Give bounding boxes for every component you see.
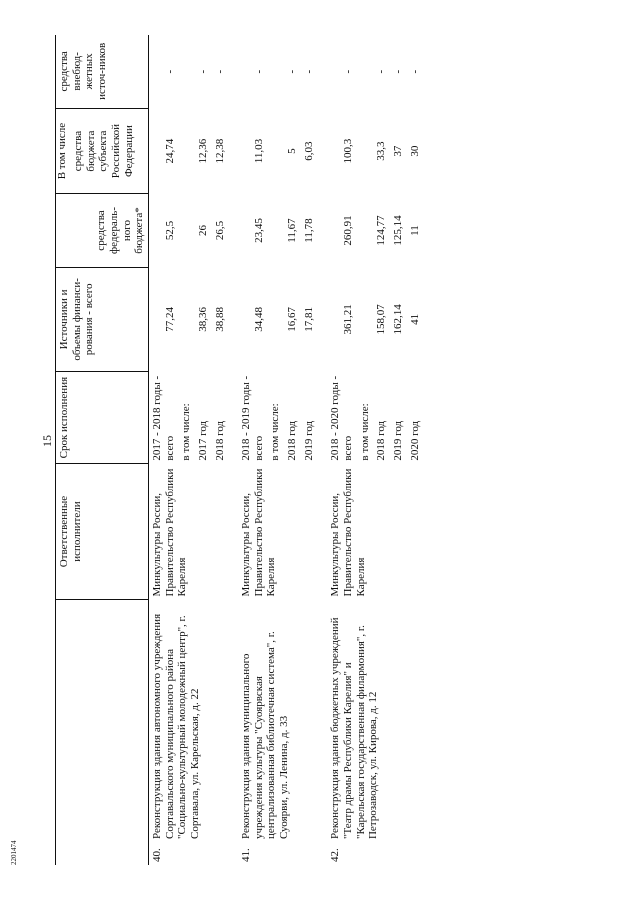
extra-value: - — [213, 69, 226, 74]
term: 2018 год — [286, 420, 299, 461]
total-value: 41 — [408, 313, 421, 325]
federal-value: 23,45 — [252, 218, 265, 243]
regional-value: 100,3 — [342, 138, 355, 164]
term: в том числе: — [269, 403, 282, 461]
total-value: 16,67 — [286, 306, 299, 332]
extra-value: - — [408, 69, 421, 74]
term: 2018 - 2019 годы - всего — [240, 375, 265, 461]
row-40 — [149, 35, 239, 865]
total-value: 17,81 — [302, 306, 315, 332]
regional-value: 37 — [391, 145, 404, 157]
term: в том числе: — [358, 403, 371, 461]
term: 2018 год — [375, 420, 388, 461]
regional-value — [178, 108, 195, 194]
federal-value: 125,14 — [391, 215, 404, 246]
total-value: 158,07 — [375, 304, 388, 335]
document-code: 2201474 — [10, 840, 18, 865]
page-number: 15 — [40, 435, 54, 447]
header-total: Источники и объемы финанси-рования - всего — [56, 267, 149, 372]
row-number: 42. — [329, 848, 342, 862]
total-value: 38,88 — [213, 306, 226, 332]
regional-value — [357, 108, 374, 194]
row-42 — [327, 35, 423, 865]
extra-value — [357, 35, 374, 108]
federal-value: 11,67 — [286, 218, 299, 243]
federal-value: 11,78 — [302, 218, 315, 243]
regional-value: 11,03 — [252, 138, 265, 164]
extra-value: - — [302, 69, 315, 74]
budget-table — [55, 35, 423, 865]
total-value: 34,48 — [252, 306, 265, 332]
extra-value: - — [252, 69, 265, 74]
term: 2019 год — [302, 420, 315, 461]
executors: Минкультуры России, Правительство Республики Карелия — [329, 468, 367, 597]
object-name: Реконструкция здания автономного учреждения Сортавальского муниципального района "Социально-культурный молодежный центр", г. Сортавала, ул. Карельская, д. 22 — [151, 613, 201, 840]
term: 2017 - 2018 годы - всего — [151, 375, 176, 461]
term: 2019 год — [391, 420, 404, 461]
term: 2018 - 2020 годы - всего — [329, 375, 355, 461]
regional-value: 12,36 — [196, 138, 209, 164]
row-number: 41. — [240, 848, 253, 862]
header-term: Срок исполнения — [56, 372, 149, 464]
extra-value — [178, 35, 195, 108]
extra-value: - — [286, 69, 299, 74]
header-federal: средства федераль-ного бюджета* — [56, 194, 149, 267]
total-value: 361,21 — [342, 304, 355, 335]
header-executors: Ответственные исполнители — [56, 464, 149, 600]
federal-value — [267, 194, 284, 267]
executors: Минкультуры России, Правительство Республики Карелия — [151, 468, 189, 597]
table-header — [56, 35, 149, 865]
term: 2020 год — [408, 420, 421, 461]
federal-value: 26,5 — [213, 220, 226, 241]
object-name: Реконструкция здания бюджетных учреждений "Театр драмы Республики Карелия" и "Карельская государственная филармония", г. Петрозаводск, ул. Кирова, д. 12 — [329, 617, 380, 840]
row-number: 40. — [151, 848, 163, 862]
rotated-table-area — [55, 35, 620, 865]
regional-value: 30 — [408, 145, 421, 157]
term: 2017 год — [196, 420, 209, 461]
federal-value: 260,91 — [342, 215, 355, 246]
federal-value — [178, 194, 195, 267]
federal-value — [357, 194, 374, 267]
row-41 — [238, 35, 327, 865]
extra-value: - — [391, 69, 404, 74]
regional-value: 6,03 — [302, 141, 315, 161]
federal-value: 52,5 — [163, 220, 176, 241]
header-extrabudget: средства внебюд-жетных источ-ников — [56, 35, 149, 108]
header-regional: средства бюджета субъекта Российской Федерации — [70, 108, 149, 194]
total-value: 38,36 — [196, 306, 209, 332]
extra-value: - — [375, 69, 388, 74]
object-name: Реконструкция здания муниципального учреждения культуры "Суоярвская централизованная библиотечная система", г. Суоярви, ул. Ленина, д. 33 — [240, 631, 291, 840]
extra-value: - — [163, 69, 176, 74]
term: в том числе: — [180, 403, 193, 461]
regional-value: 5 — [286, 148, 299, 154]
total-value: 77,24 — [163, 306, 176, 332]
term: 2018 год — [213, 420, 226, 461]
extra-value: - — [342, 69, 355, 74]
executors: Минкультуры России, Правительство Республики Карелия — [240, 468, 278, 597]
extra-value: - — [196, 69, 209, 74]
federal-value: 11 — [408, 225, 421, 236]
header-including: В том числе — [56, 108, 71, 194]
regional-value — [267, 108, 284, 194]
header-name-cell — [56, 600, 149, 866]
federal-value: 124,77 — [375, 215, 388, 246]
total-value — [267, 267, 284, 372]
total-value: 162,14 — [391, 304, 404, 335]
total-value — [178, 267, 195, 372]
extra-value — [267, 35, 284, 108]
total-value — [357, 267, 374, 372]
regional-value: 12,38 — [213, 138, 226, 164]
federal-value: 26 — [196, 225, 209, 237]
regional-value: 24,74 — [163, 138, 176, 164]
regional-value: 33,3 — [375, 141, 388, 161]
